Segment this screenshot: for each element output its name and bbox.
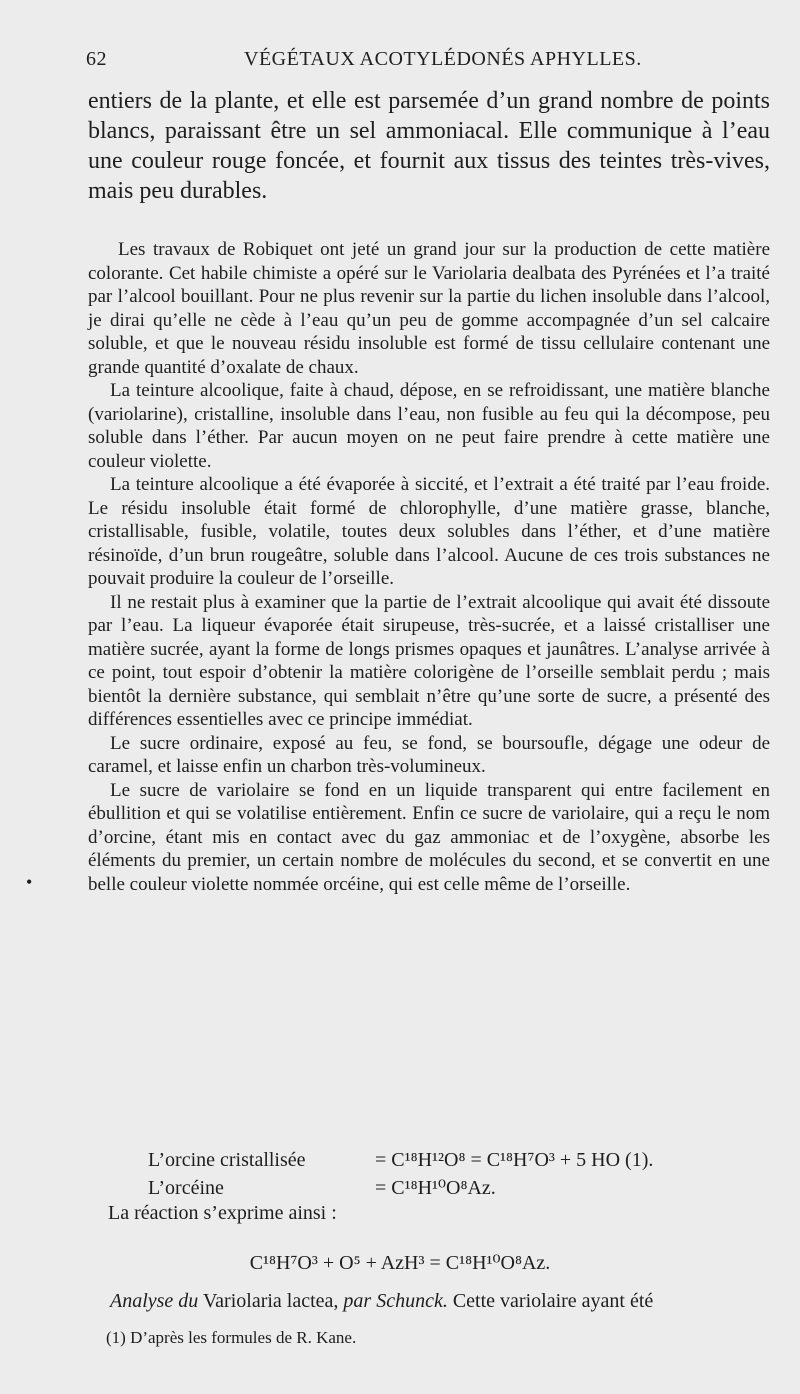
running-title: VÉGÉTAUX ACOTYLÉDONÉS APHYLLES. xyxy=(244,48,642,70)
formula-block xyxy=(148,1146,653,1202)
paragraph: La teinture alcoolique, faite à chaud, dépose, en se refroidissant, une matière blanche (variolarine), cristalline, insoluble dans l’eau, non fusible au feu qui la décompose, peu soluble dans l’éther. Par aucun moyen on ne peut faire prendre à cette matière une couleur violette. xyxy=(88,380,770,472)
reaction-equation: C¹⁸H⁷O³ + O⁵ + AzH³ = C¹⁸H¹⁰O⁸Az. xyxy=(249,1252,551,1274)
formula-label: L’orcine cristallisée xyxy=(148,1149,306,1171)
paragraph: La teinture alcoolique a été évaporée à siccité, et l’extrait a été traité par l’eau froide. Le résidu insoluble était formé de chlorophylle, d’une matière grasse, blanche, cristallisable, fusible, volatile, toutes deux solubles dans l’éther, et d’une matière résinoïde, d’un brun rougeâtre, soluble dans l’alcool. Aucune de ces trois substances ne pouvait produire la couleur de l’orseille. xyxy=(88,474,770,589)
formula-label: L’orcéine xyxy=(148,1177,224,1199)
paragraph: Les travaux de Robiquet ont jeté un grand jour sur la production de cette matière colorante. Cet habile chimiste a opéré sur le Variolaria dealbata des Pyrénées et l’a traité par l’alcool bouillant. Pour ne plus revenir sur la partie du lichen insoluble dans l’alcool, je dirai qu’elle ne cède à l’eau qu’un peu de gomme accompagnée d’un sel calcaire soluble, et que le nouveau résidu insoluble est formé de tissu cellulaire contenant une grande quantité d’oxalate de chaux. xyxy=(88,239,770,378)
formula-value: = C¹⁸H¹²O⁸ = C¹⁸H⁷O³ + 5 HO (1). xyxy=(375,1149,654,1171)
analyse-line xyxy=(110,1290,770,1313)
analyse-author: par Schunck. xyxy=(343,1290,448,1312)
body-text xyxy=(88,238,770,896)
analyse-subject: Variolaria lactea, xyxy=(202,1290,339,1312)
formula-value: = C¹⁸H¹⁰O⁸Az. xyxy=(375,1177,496,1199)
page-number: 62 xyxy=(86,48,107,70)
formula-row xyxy=(148,1174,653,1202)
paragraph: Le sucre ordinaire, exposé au feu, se fond, se boursoufle, dégage une odeur de caramel, et laisse enfin un charbon très-volumineux. xyxy=(88,732,770,777)
footnote: (1) D’après les formules de R. Kane. xyxy=(106,1328,357,1347)
formula-row xyxy=(148,1146,653,1174)
analyse-lead: Analyse du xyxy=(110,1290,199,1312)
margin-mark: • xyxy=(26,872,33,892)
intro-paragraph: entiers de la plante, et elle est parsemée d’un grand nombre de points blancs, paraissant être un sel ammoniacal. Elle communique à l’eau une couleur rouge foncée, et fournit aux tissus des teintes très-vives, mais peu durables. xyxy=(88,88,770,204)
reaction-intro: La réaction s’exprime ainsi : xyxy=(108,1202,337,1224)
paragraph: Le sucre de variolaire se fond en un liquide transparent qui entre facilement en ébullition et qui se volatilise entièrement. Enfin ce sucre de variolaire, qui a reçu le nom d’orcine, étant mis en contact avec du gaz ammoniac et de l’oxygène, absorbe les éléments du premier, un certain nombre de molécules du second, et se convertit en une belle couleur violette nommée orcéine, qui est celle même de l’orseille. xyxy=(88,779,770,895)
paragraph: Il ne restait plus à examiner que la partie de l’extrait alcoolique qui avait été dissoute par l’eau. La liqueur évaporée était sirupeuse, très-sucrée, et a laissé cristalliser une matière sucrée, ayant la forme de longs prismes opaques et jaunâtres. L’analyse arrivée à ce point, tout espoir d’obtenir la matière colorigène de l’orseille semblait perdu ; mais bientôt la dernière substance, qui semblait n’être qu’une sorte de sucre, a présenté des différences essentielles avec ce principe immédiat. xyxy=(88,591,770,730)
analyse-rest: Cette variolaire ayant été xyxy=(452,1290,654,1312)
